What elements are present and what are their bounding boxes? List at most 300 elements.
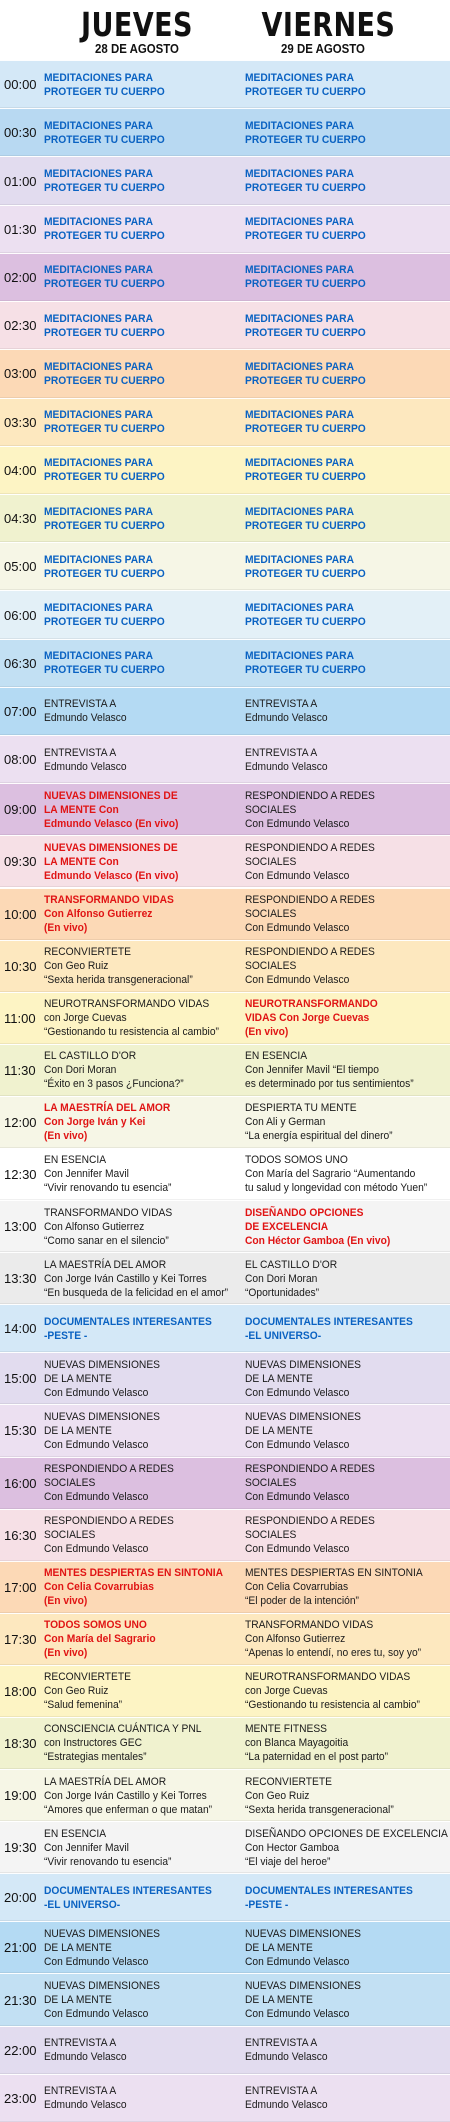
program-line: MEDITACIONES PARA (245, 216, 354, 229)
program-line: (En vivo) (245, 1026, 289, 1039)
program-cell-friday (245, 495, 450, 542)
program-cell-friday (245, 1770, 450, 1821)
program-line: “Vivir renovando tu esencia” (44, 1182, 172, 1195)
time-slot: 23:00 (4, 2090, 37, 2106)
time-slot: 10:00 (4, 906, 37, 922)
day-date: 29 DE AGOSTO (281, 41, 365, 56)
program-text (245, 263, 366, 291)
program-line: MEDITACIONES PARA (44, 168, 153, 181)
time-slot: 02:30 (4, 318, 37, 334)
program-line: Edmundo Velasco (44, 2051, 127, 2064)
program-text (44, 1101, 170, 1143)
schedule-header (0, 0, 450, 60)
time-slot: 17:30 (4, 1631, 37, 1647)
program-line: Con Jorge Iván Castillo y Kei Torres (44, 1272, 207, 1285)
day-date: 28 DE AGOSTO (95, 41, 179, 56)
program-text (44, 553, 165, 581)
program-line: PROTEGER TU CUERPO (44, 182, 165, 195)
program-cell-friday (245, 640, 450, 687)
schedule-row (0, 888, 450, 940)
time-slot: 06:00 (4, 607, 37, 623)
program-cell-thursday (44, 399, 244, 446)
program-line: TODOS SOMOS UNO (245, 1154, 348, 1167)
program-line: NEUROTRANSFORMANDO (245, 998, 378, 1011)
program-line: PROTEGER TU CUERPO (245, 133, 366, 146)
program-line: DESPIERTA TU MENTE (245, 1102, 357, 1115)
program-line: MEDITACIONES PARA (44, 119, 153, 132)
program-text (245, 1049, 414, 1091)
program-line: Edmundo Velasco (245, 712, 328, 725)
program-cell-friday (245, 302, 450, 349)
program-line: ENTREVISTA A (245, 746, 318, 759)
program-line: MEDITACIONES PARA (44, 312, 153, 325)
program-line: RESPONDIENDO A REDES (44, 1515, 174, 1528)
program-line: Con Dori Moran (44, 1064, 117, 1077)
program-line: con Blanca Mayagoitia (245, 1737, 349, 1750)
program-line: “Gestionando tu resistencia al cambio” (44, 1026, 219, 1039)
program-cell-friday (245, 688, 450, 735)
program-text (245, 1884, 413, 1912)
program-line: DOCUMENTALES INTERESANTES (245, 1884, 413, 1897)
program-line: Con Edmundo Velasco (245, 1491, 350, 1504)
program-line: PROTEGER TU CUERPO (245, 423, 366, 436)
program-line: “Gestionando tu resistencia al cambio” (245, 1699, 420, 1712)
program-text (245, 360, 366, 388)
program-text (245, 893, 375, 935)
schedule-row (0, 783, 450, 835)
program-text (44, 1462, 174, 1504)
program-line: -PESTE - (44, 1329, 88, 1342)
program-text (245, 2084, 328, 2112)
program-line: MEDITACIONES PARA (44, 553, 153, 566)
program-line: PROTEGER TU CUERPO (44, 616, 165, 629)
day-header-thursday (62, 5, 212, 56)
program-text (245, 1775, 394, 1817)
program-cell-thursday (44, 61, 244, 108)
time-slot: 03:00 (4, 366, 37, 382)
program-text (245, 1101, 393, 1143)
program-line: SOCIALES (44, 1529, 96, 1542)
program-cell-thursday (44, 109, 244, 156)
program-text (245, 456, 366, 484)
program-line: Con Edmundo Velasco (245, 974, 350, 987)
program-text (245, 1927, 361, 1969)
time-slot: 06:30 (4, 655, 37, 671)
program-cell-thursday (44, 1562, 244, 1613)
program-line: DISEÑANDO OPCIONES (245, 1206, 364, 1219)
program-text (44, 1153, 171, 1195)
program-line: TRANSFORMANDO VIDAS (44, 894, 174, 907)
program-line: Con María del Sagrario (44, 1633, 156, 1646)
program-cell-friday (245, 889, 450, 940)
program-line: RESPONDIENDO A REDES (245, 841, 375, 854)
program-cell-friday (245, 1510, 450, 1561)
program-text (245, 1206, 390, 1248)
program-text (245, 1979, 361, 2021)
program-line: Edmundo Velasco (44, 2099, 127, 2112)
program-line: Con Dori Moran (245, 1272, 318, 1285)
program-cell-thursday (44, 1974, 244, 2025)
program-line: RESPONDIENDO A REDES (245, 1515, 375, 1528)
schedule-row (0, 639, 450, 687)
program-line: Con María del Sagrario “Aumentando (245, 1168, 416, 1181)
program-cell-friday (245, 109, 450, 156)
schedule-row (0, 108, 450, 156)
program-text (245, 1566, 423, 1608)
program-cell-friday (245, 1974, 450, 2025)
program-cell-thursday (44, 688, 244, 735)
program-text (44, 1258, 228, 1300)
program-line: Con Edmundo Velasco (245, 922, 350, 935)
schedule-row (0, 1821, 450, 1873)
program-text (245, 1670, 420, 1712)
program-line: SOCIALES (245, 855, 297, 868)
program-cell-friday (245, 941, 450, 992)
schedule-row (0, 156, 450, 204)
program-line: Edmundo Velasco (44, 712, 127, 725)
program-line: PROTEGER TU CUERPO (245, 471, 366, 484)
time-slot: 11:30 (4, 1062, 36, 1078)
day-name: JUEVES (81, 5, 193, 44)
schedule-row (0, 590, 450, 638)
program-cell-thursday (44, 302, 244, 349)
program-text (245, 2036, 328, 2064)
program-line: Edmundo Velasco (245, 2099, 328, 2112)
program-cell-thursday (44, 889, 244, 940)
program-line: Con Jorge Iván Castillo y Kei Torres (44, 1789, 207, 1802)
program-line: NUEVAS DIMENSIONES (44, 1980, 161, 1992)
time-slot: 21:00 (4, 1940, 37, 1956)
program-line: ENTREVISTA A (44, 698, 117, 711)
program-cell-thursday (44, 1770, 244, 1821)
program-line: SOCIALES (44, 1477, 96, 1490)
program-line: “Salud femenina” (44, 1699, 123, 1712)
program-line: -EL UNIVERSO- (44, 1898, 121, 1911)
program-line: RESPONDIENDO A REDES (245, 789, 375, 802)
program-cell-friday (245, 1874, 450, 1921)
program-line: “Sexta herida transgeneracional” (245, 1803, 394, 1816)
program-line: PROTEGER TU CUERPO (245, 85, 366, 98)
schedule-row (0, 1613, 450, 1665)
program-cell-thursday (44, 736, 244, 783)
program-line: PROTEGER TU CUERPO (44, 374, 165, 387)
program-line: NUEVAS DIMENSIONES (245, 1358, 362, 1371)
program-text (44, 1566, 223, 1608)
time-slot: 21:30 (4, 1992, 37, 2008)
program-cell-thursday (44, 1510, 244, 1561)
program-cell-thursday (44, 447, 244, 494)
program-line: PROTEGER TU CUERPO (44, 423, 165, 436)
program-cell-thursday (44, 543, 244, 590)
program-cell-friday (245, 1405, 450, 1456)
program-cell-thursday (44, 1614, 244, 1665)
program-line: MEDITACIONES PARA (245, 553, 354, 566)
time-slot: 11:00 (4, 1010, 36, 1026)
program-line: RESPONDIENDO A REDES (245, 946, 375, 959)
program-line: MEDITACIONES PARA (44, 505, 153, 518)
program-cell-friday (245, 1562, 450, 1613)
program-line: Edmundo Velasco (44, 760, 127, 773)
program-line: EN ESENCIA (245, 1050, 308, 1063)
program-cell-thursday (44, 1874, 244, 1921)
time-slot: 03:30 (4, 414, 37, 430)
schedule-row (0, 687, 450, 735)
program-cell-friday (245, 1045, 450, 1096)
program-cell-thursday (44, 254, 244, 301)
program-line: Con Jennifer Mavil (44, 1168, 129, 1181)
program-line: MEDITACIONES PARA (245, 650, 354, 663)
schedule-row (0, 1509, 450, 1561)
program-text (44, 1618, 156, 1660)
program-line: Con Geo Ruiz (44, 1685, 109, 1698)
program-line: DE EXCELENCIA (245, 1220, 329, 1233)
time-slot: 00:30 (4, 125, 37, 141)
program-line: (En vivo) (44, 922, 88, 935)
program-text (245, 1258, 337, 1300)
schedule-row (0, 398, 450, 446)
schedule-row (0, 992, 450, 1044)
program-line: TRANSFORMANDO VIDAS (245, 1619, 374, 1632)
program-cell-thursday (44, 1201, 244, 1252)
program-line: Con Geo Ruiz (245, 1789, 310, 1802)
program-text (245, 1514, 375, 1556)
program-text (245, 1358, 361, 1400)
program-cell-friday (245, 61, 450, 108)
program-line: “Como sanar en el silencio” (44, 1234, 169, 1247)
program-line: DE LA MENTE (245, 1941, 313, 1954)
schedule-row (0, 1665, 450, 1717)
program-line: NUEVAS DIMENSIONES (44, 1358, 161, 1371)
program-line: “En busqueda de la felicidad en el amor” (44, 1286, 229, 1299)
program-line: Con Edmundo Velasco (245, 1386, 350, 1399)
program-text (44, 601, 165, 629)
program-line: “La energía espiritual del dinero” (245, 1130, 393, 1143)
program-line: Con Jennifer Mavil “El tiempo (245, 1064, 379, 1077)
program-line: DE LA MENTE (245, 1994, 313, 2006)
program-line: “Apenas lo entendí, no eres tu, soy yo” (245, 1647, 422, 1660)
program-cell-friday (245, 254, 450, 301)
program-line: Con Edmundo Velasco (44, 1543, 149, 1556)
time-slot: 10:30 (4, 958, 37, 974)
time-slot: 04:30 (4, 511, 37, 527)
program-cell-friday (245, 1253, 450, 1304)
schedule-row (0, 940, 450, 992)
program-line: PROTEGER TU CUERPO (245, 326, 366, 339)
program-line: “Estrategias mentales” (44, 1751, 147, 1764)
program-text (44, 789, 178, 831)
program-line: TRANSFORMANDO VIDAS (44, 1206, 173, 1219)
program-text (44, 1884, 212, 1912)
program-text (245, 746, 328, 774)
program-text (44, 1927, 160, 1969)
program-line: Con Alfonso Gutierrez (44, 1220, 145, 1233)
program-cell-friday (245, 1614, 450, 1665)
program-line: “La paternidad en el post parto” (245, 1751, 389, 1764)
program-line: ENTREVISTA A (245, 698, 318, 711)
program-line: Con Edmundo Velasco (245, 1438, 350, 1451)
program-text (245, 1410, 361, 1452)
program-line: DE LA MENTE (44, 1941, 112, 1954)
program-cell-friday (245, 1822, 450, 1873)
program-line: DOCUMENTALES INTERESANTES (245, 1315, 413, 1328)
schedule-row (0, 2074, 450, 2122)
program-line: PROTEGER TU CUERPO (245, 567, 366, 580)
program-cell-thursday (44, 2075, 244, 2122)
program-line: (En vivo) (44, 1595, 88, 1608)
schedule-row (0, 1921, 450, 1973)
program-line: Con Edmundo Velasco (245, 869, 350, 882)
program-line: NEUROTRANSFORMANDO VIDAS (245, 1671, 411, 1684)
program-line: -EL UNIVERSO- (245, 1329, 322, 1342)
program-line: MEDITACIONES PARA (245, 457, 354, 470)
program-cell-thursday (44, 836, 244, 887)
program-line: LA MAESTRÍA DEL AMOR (44, 1258, 167, 1271)
program-line: DE LA MENTE (245, 1424, 313, 1437)
time-slot: 01:00 (4, 173, 37, 189)
program-line: PROTEGER TU CUERPO (44, 326, 165, 339)
time-slot: 13:00 (4, 1219, 37, 1234)
time-slot: 19:30 (4, 1840, 37, 1856)
program-cell-friday (245, 2027, 450, 2074)
program-text (44, 1410, 160, 1452)
program-line: NUEVAS DIMENSIONES DE (44, 841, 178, 854)
program-text (44, 1979, 160, 2021)
time-slot: 15:30 (4, 1423, 37, 1439)
program-line: NUEVAS DIMENSIONES (44, 1927, 161, 1940)
program-text (44, 841, 178, 883)
schedule-row (0, 1873, 450, 1921)
program-text (44, 945, 193, 987)
program-line: “Vivir renovando tu esencia” (44, 1855, 172, 1868)
time-slot: 15:00 (4, 1371, 37, 1387)
time-slot: 09:30 (4, 854, 37, 870)
program-line: EL CASTILLO D'OR (44, 1050, 137, 1063)
program-cell-friday (245, 350, 450, 397)
schedule-row (0, 1304, 450, 1352)
program-text (44, 746, 127, 774)
program-line: PROTEGER TU CUERPO (44, 471, 165, 484)
program-line: MEDITACIONES PARA (44, 264, 153, 277)
program-cell-friday (245, 1201, 450, 1252)
program-line: RECONVIERTETE (44, 1671, 131, 1684)
program-line: con Instructores GEC (44, 1737, 143, 1750)
schedule-row (0, 446, 450, 494)
program-line: NUEVAS DIMENSIONES (245, 1927, 362, 1940)
program-cell-friday (245, 399, 450, 446)
program-cell-thursday (44, 784, 244, 835)
program-cell-friday (245, 1353, 450, 1404)
program-line: MEDITACIONES PARA (245, 505, 354, 518)
program-line: MEDITACIONES PARA (245, 264, 354, 277)
program-line: Con Geo Ruiz (44, 960, 109, 973)
program-line: ENTREVISTA A (44, 746, 117, 759)
program-cell-friday (245, 784, 450, 835)
program-line: DE LA MENTE (44, 1994, 112, 2006)
program-line: Con Jorge Iván y Kei (44, 1116, 146, 1129)
program-cell-thursday (44, 1666, 244, 1717)
program-line: Con Edmundo Velasco (44, 2008, 149, 2020)
program-cell-thursday (44, 1718, 244, 1769)
time-slot: 13:30 (4, 1271, 37, 1287)
program-text (245, 505, 366, 533)
program-cell-thursday (44, 993, 244, 1044)
program-line: DOCUMENTALES INTERESANTES (44, 1315, 212, 1328)
program-line: MEDITACIONES PARA (44, 216, 153, 229)
program-line: con Jorge Cuevas (245, 1685, 328, 1698)
program-text (44, 1049, 184, 1091)
program-text (44, 1514, 174, 1556)
program-line: SOCIALES (245, 1529, 297, 1542)
program-line: “El viaje del heroe” (245, 1855, 331, 1868)
schedule-row (0, 1096, 450, 1148)
program-line: Con Edmundo Velasco (245, 1543, 350, 1556)
program-line: DE LA MENTE (245, 1372, 313, 1385)
program-line: Con Hector Gamboa (245, 1841, 340, 1854)
program-text (245, 945, 375, 987)
program-line: DE LA MENTE (44, 1372, 112, 1385)
time-slot: 18:00 (4, 1683, 37, 1699)
schedule-row (0, 1973, 450, 2025)
program-line: NUEVAS DIMENSIONES (44, 1410, 161, 1423)
program-line: LA MENTE Con (44, 855, 119, 868)
program-cell-friday (245, 1305, 450, 1352)
program-text (44, 997, 219, 1039)
schedule-row (0, 1769, 450, 1821)
program-cell-thursday (44, 1253, 244, 1304)
program-line: Con Edmundo Velasco (44, 1491, 149, 1504)
time-slot: 02:00 (4, 269, 37, 285)
program-line: MEDITACIONES PARA (44, 360, 153, 373)
program-line: RESPONDIENDO A REDES (245, 894, 375, 907)
program-line: Con Alfonso Gutierrez (245, 1633, 346, 1646)
program-line: PROTEGER TU CUERPO (44, 567, 165, 580)
schedule-row (0, 1252, 450, 1304)
time-slot: 17:00 (4, 1579, 37, 1595)
program-text (44, 1722, 201, 1764)
program-line: MEDITACIONES PARA (44, 457, 153, 470)
program-line: NUEVAS DIMENSIONES DE (44, 789, 178, 802)
program-text (44, 1315, 212, 1343)
program-line: NEUROTRANSFORMANDO VIDAS (44, 998, 210, 1011)
program-line: ENTREVISTA A (245, 2037, 318, 2050)
program-text (245, 312, 366, 340)
program-text (44, 505, 165, 533)
program-line: MENTE FITNESS (245, 1723, 328, 1736)
program-cell-thursday (44, 640, 244, 687)
program-line: NUEVAS DIMENSIONES (245, 1980, 362, 1992)
program-text (245, 119, 366, 147)
program-cell-friday (245, 736, 450, 783)
program-line: Con Edmundo Velasco (44, 1438, 149, 1451)
time-slot: 14:00 (4, 1321, 37, 1337)
program-line: EL CASTILLO D'OR (245, 1258, 338, 1271)
program-line: VIDAS Con Jorge Cuevas (245, 1012, 370, 1025)
program-text (44, 456, 165, 484)
schedule-row (0, 301, 450, 349)
program-line: MENTES DESPIERTAS EN SINTONIA (245, 1567, 423, 1580)
program-text (44, 408, 165, 436)
program-cell-friday (245, 591, 450, 638)
program-cell-thursday (44, 495, 244, 542)
time-slot: 22:00 (4, 2042, 37, 2058)
day-header-friday (248, 5, 398, 56)
schedule-row (0, 60, 450, 108)
program-cell-friday (245, 1458, 450, 1509)
program-cell-thursday (44, 1149, 244, 1200)
program-line: RESPONDIENDO A REDES (44, 1463, 174, 1476)
program-line: RESPONDIENDO A REDES (245, 1463, 375, 1476)
program-line: Con Ali y German (245, 1116, 326, 1129)
